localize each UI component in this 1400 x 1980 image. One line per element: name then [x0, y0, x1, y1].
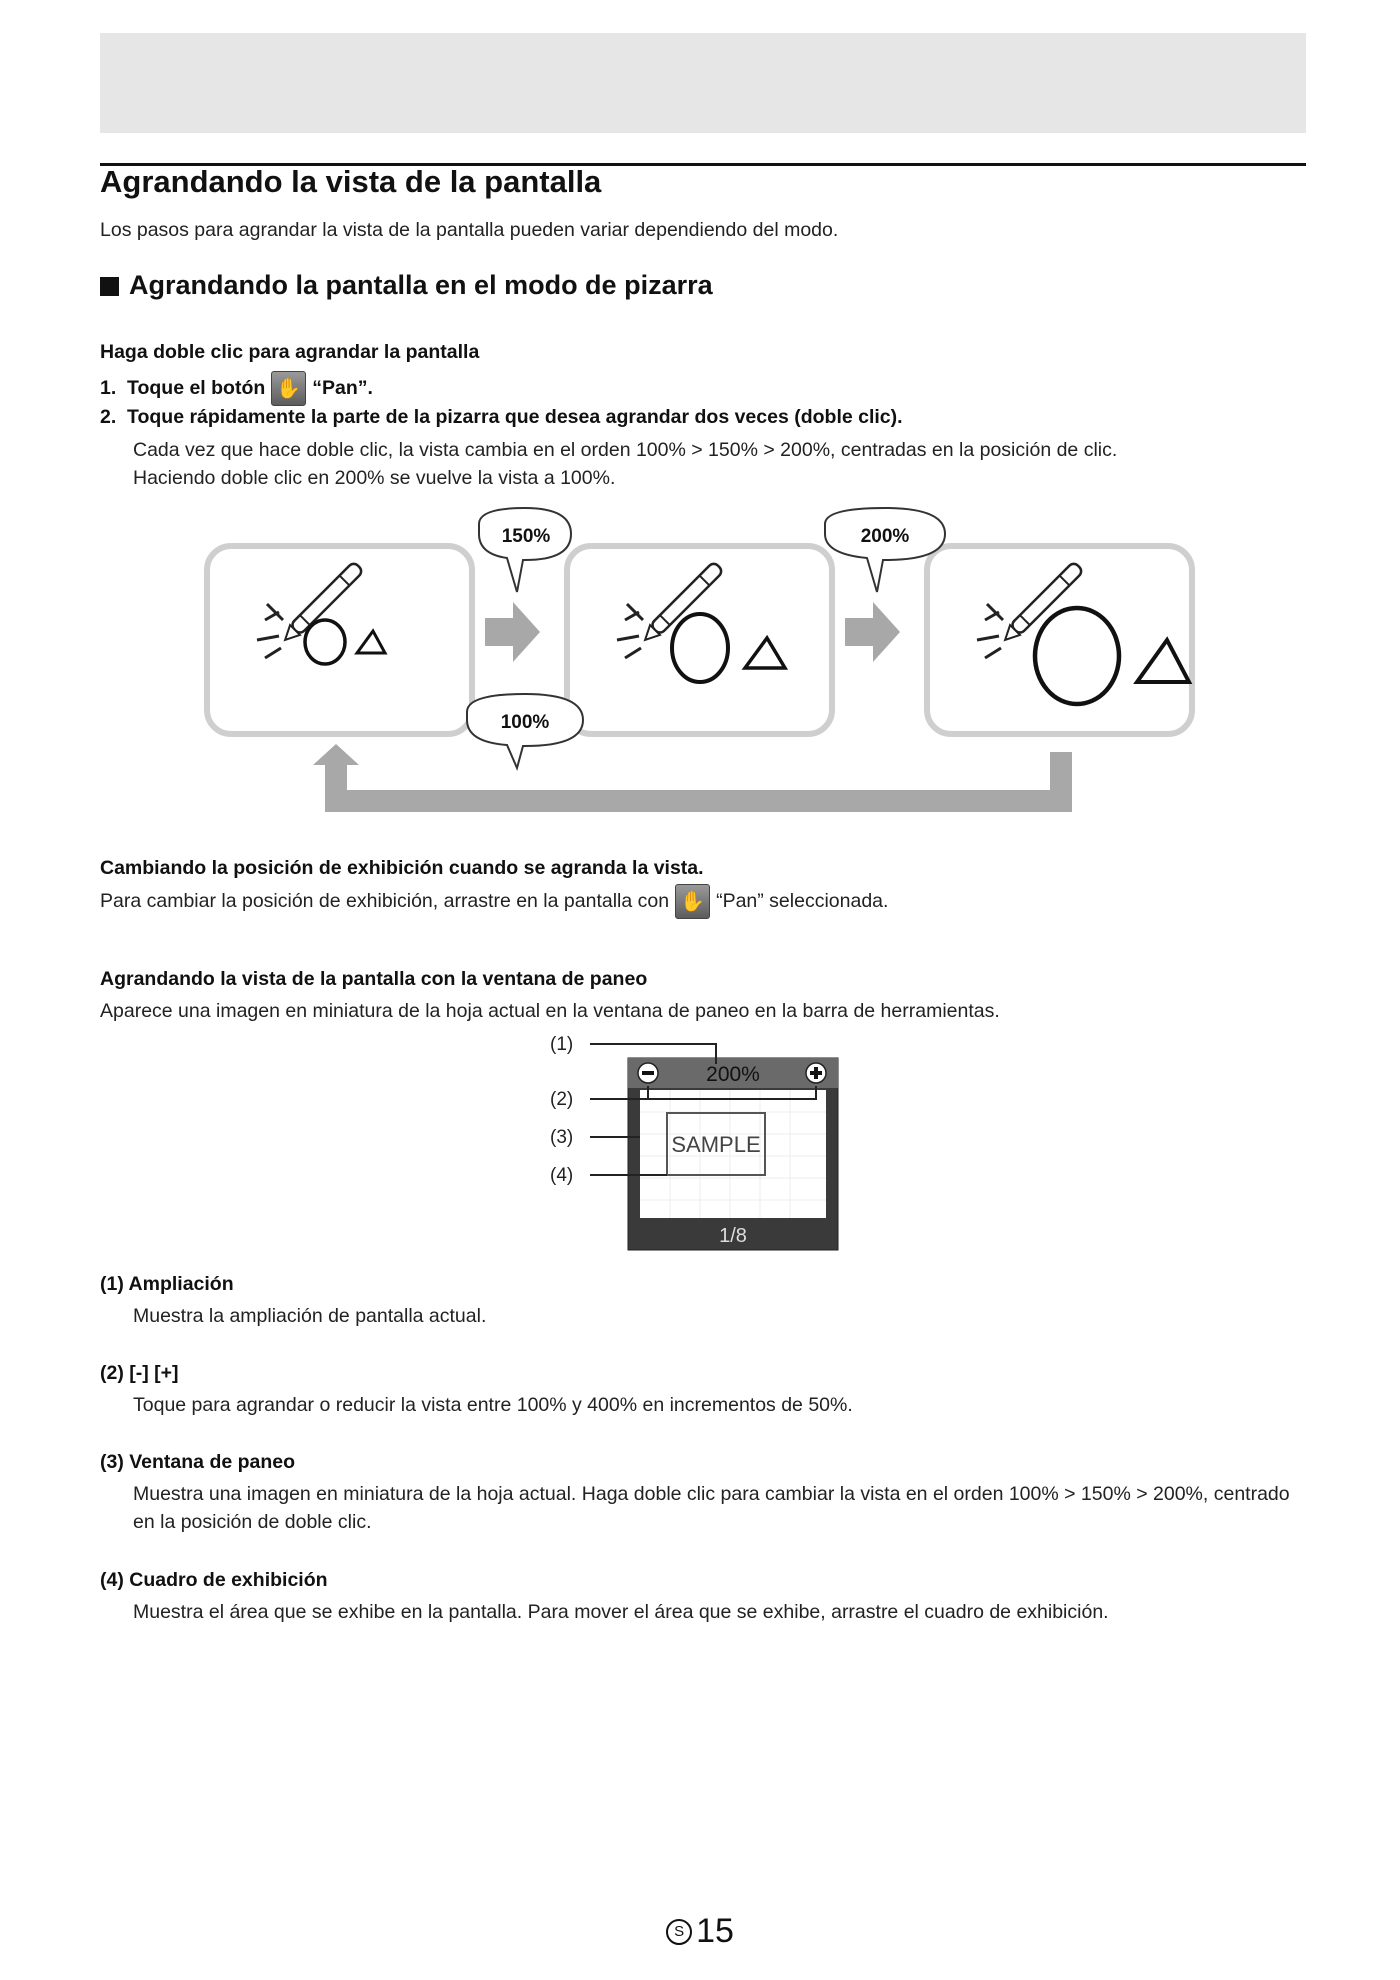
step-2	[100, 406, 903, 429]
bubble-150	[479, 508, 571, 592]
item-4-heading: (4) Cuadro de exhibición	[100, 1569, 328, 1591]
minus-icon	[642, 1071, 654, 1075]
zoom-panel-100	[207, 546, 472, 734]
language-mark: S	[666, 1919, 692, 1945]
page-number	[0, 1912, 1400, 1951]
step-1	[100, 371, 373, 406]
forward-arrow-1	[485, 602, 540, 662]
step-1-text: Toque el botón	[127, 377, 266, 399]
callout-2: (2)	[550, 1089, 574, 1110]
zoom-panel-200	[927, 546, 1192, 734]
header-band	[100, 33, 1306, 133]
item-1-heading: (1) Ampliación	[100, 1273, 234, 1295]
item-2-body: Toque para agrandar o reducir la vista entre 100% y 400% en incrementos de 50%.	[133, 1394, 853, 1416]
display-position-text	[100, 884, 888, 919]
step-2-body-line-2: Haciendo doble clic en 200% se vuelve la vista a 100%.	[133, 467, 616, 489]
item-3-heading: (3) Ventana de paneo	[100, 1451, 296, 1473]
return-arrow	[313, 744, 1072, 812]
item-1-body: Muestra la ampliación de pantalla actual.	[133, 1305, 487, 1327]
step-number: 2.	[100, 406, 117, 428]
page-indicator: 1/8	[719, 1225, 747, 1247]
pan-window-text: Aparece una imagen en miniatura de la hoja actual en la ventana de paneo en la barra de herramientas.	[100, 1000, 1000, 1022]
step-2-body-line-1: Cada vez que hace doble clic, la vista cambia en el orden 100% > 150% > 200%, centradas en la posición de clic.	[133, 439, 1118, 461]
display-position-text-post: “Pan” seleccionada.	[716, 890, 889, 912]
bubble-150-label: 150%	[501, 526, 551, 547]
pan-window[interactable]	[628, 1058, 838, 1250]
zoom-sequence-diagram	[195, 500, 1215, 830]
pan-window-illustration	[550, 1028, 850, 1258]
callout-1: (1)	[550, 1034, 574, 1055]
step-2-text: Toque rápidamente la parte de la pizarra que desea agrandar dos veces (doble clic).	[127, 406, 903, 428]
display-position-text-pre: Para cambiar la posición de exhibición, arrastre en la pantalla con	[100, 890, 670, 912]
bubble-100	[467, 694, 583, 768]
callout-3: (3)	[550, 1127, 574, 1148]
intro-text: Los pasos para agrandar la vista de la pantalla pueden variar dependiendo del modo.	[100, 219, 839, 241]
step-number: 1.	[100, 377, 117, 399]
item-4-body: Muestra el área que se exhibe en la pantalla. Para mover el área que se exhibe, arrastre el cuadro de exhibición.	[133, 1601, 1109, 1623]
bubble-200-label: 200%	[860, 526, 910, 547]
section-heading-text: Agrandando la pantalla en el modo de pizarra	[129, 270, 713, 300]
bubble-100-label: 100%	[500, 712, 550, 733]
callout-4: (4)	[550, 1165, 574, 1186]
zoom-panel-150	[567, 546, 832, 734]
zoom-out-button[interactable]	[638, 1063, 658, 1083]
sample-label: SAMPLE	[671, 1132, 761, 1157]
pan-hand-icon: ✋	[675, 884, 710, 919]
pan-hand-icon: ✋	[271, 371, 306, 406]
page-title: Agrandando la vista de la pantalla	[100, 164, 602, 199]
section-heading	[100, 270, 713, 301]
forward-arrow-2	[845, 602, 900, 662]
zoom-level: 200%	[706, 1063, 760, 1086]
display-position-heading: Cambiando la posición de exhibición cuando se agranda la vista.	[100, 857, 704, 879]
zoom-in-button[interactable]	[806, 1063, 826, 1083]
page-number-value: 15	[696, 1912, 734, 1950]
subheading-double-click: Haga doble clic para agrandar la pantalla	[100, 341, 480, 363]
step-1-suffix: “Pan”.	[312, 377, 373, 399]
pan-window-heading: Agrandando la vista de la pantalla con la ventana de paneo	[100, 968, 648, 990]
item-2-heading: (2) [-] [+]	[100, 1362, 179, 1384]
item-3-body: Muestra una imagen en miniatura de la hoja actual. Haga doble clic para cambiar la vista en el orden 100% > 150% > 200%, centrado en la posición de doble clic.	[133, 1483, 1290, 1533]
square-bullet-icon	[100, 277, 119, 296]
